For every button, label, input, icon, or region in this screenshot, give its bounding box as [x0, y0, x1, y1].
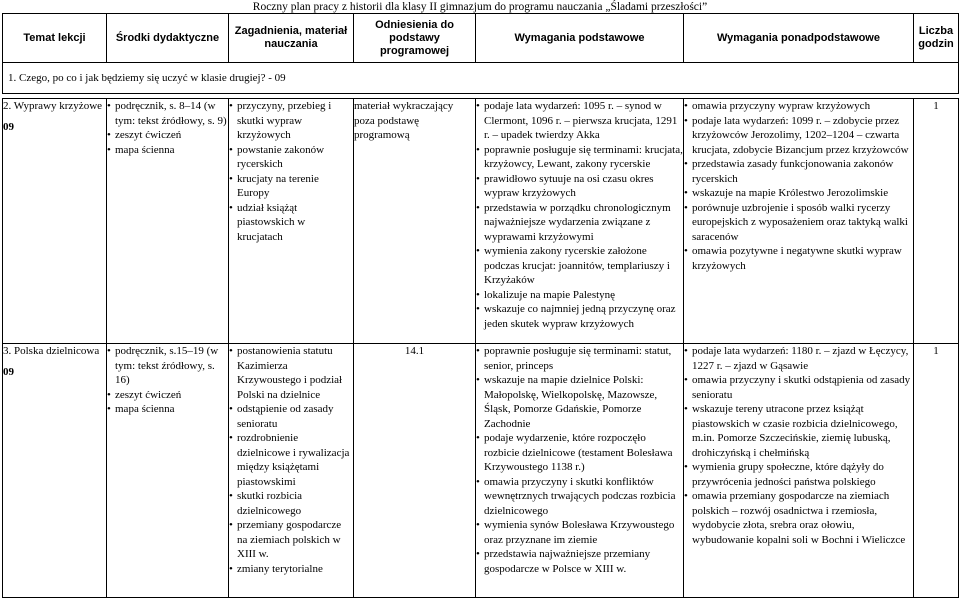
zagadnienia-list [229, 99, 353, 244]
list-item: • poprawnie posługuje się terminami: krucjata, krzyżowcy, Lewant, zakony rycerskie [476, 143, 683, 172]
list-item: • udział książąt piastowskich w krucjatach [229, 201, 353, 245]
list-item: • odstąpienie od zasady senioratu [229, 402, 353, 431]
list-item: • omawia przyczyny i skutki odstąpienia od zasady senioratu [684, 373, 913, 402]
odniesienia-cell: materiał wykraczający poza podstawę programową [354, 99, 476, 344]
podstawowe-list [476, 344, 683, 576]
document-title: Roczny plan pracy z historii dla klasy II gimnazjum do programu nauczania „Śladami przeszłości” [252, 1, 708, 13]
list-item: • mapa ścienna [107, 402, 228, 417]
hours-cell: 1 [914, 99, 959, 344]
srodki-list [107, 99, 228, 157]
header-godzin: Liczba godzin [914, 14, 959, 63]
list-item: • mapa ścienna [107, 143, 228, 158]
list-item: • podręcznik, s.15–19 (w tym: tekst źródłowy, s. 16) [107, 344, 228, 388]
list-item: • podaje lata wydarzeń: 1099 r. – zdobycie przez krzyżowców Jerozolimy, 1202–1204 – czwarta krucjata, zdobycie Bizancjum przez krzyżowców [684, 114, 913, 158]
zagadnienia-cell [229, 99, 354, 344]
odniesienia-cell: 14.1 [354, 344, 476, 598]
header-zagadnienia: Zagadnienia, materiał nauczania [229, 14, 354, 63]
header-temat: Temat lekcji [3, 14, 107, 63]
list-item: • podaje wydarzenie, które rozpoczęło rozbicie dzielnicowe (testament Bolesława Krzywoustego 1138 r.) [476, 431, 683, 475]
podstawowe-cell [476, 344, 684, 598]
ponadpodstawowe-cell [684, 344, 914, 598]
list-item: • porównuje uzbrojenie i sposób walki rycerzy europejskich z wyposażeniem oraz taktyką walki saracenów [684, 201, 913, 245]
list-item: • wymienia synów Bolesława Krzywoustego oraz przyznane im ziemie [476, 518, 683, 547]
srodki-list [107, 344, 228, 417]
list-item: • omawia przyczyny wypraw krzyżowych [684, 99, 913, 114]
table-row-3 [3, 344, 959, 598]
zagadnienia-list [229, 344, 353, 576]
header-odniesienia: Odniesienia do podstawy programowej [354, 14, 476, 63]
list-item: • skutki rozbicia dzielnicowego [229, 489, 353, 518]
topic-code: 09 [3, 120, 14, 133]
srodki-cell [107, 99, 229, 344]
list-item: • podaje lata wydarzeń: 1180 r. – zjazd w Łęczycy, 1227 r. – zjazd w Gąsawie [684, 344, 913, 373]
podstawowe-list [476, 99, 683, 331]
header-podstawowe: Wymagania podstawowe [476, 14, 684, 63]
list-item: • przedstawia najważniejsze przemiany gospodarcze w Polsce w XIII w. [476, 547, 683, 576]
podstawowe-cell [476, 99, 684, 344]
ponadpodstawowe-cell [684, 99, 914, 344]
list-item: • postanowienia statutu Kazimierza Krzywoustego i podział Polski na dzielnice [229, 344, 353, 402]
list-item: • wskazuje na mapie Królestwo Jerozolimskie [684, 186, 913, 201]
ponadpodstawowe-list [684, 99, 913, 273]
list-item: • poprawnie posługuje się terminami: statut, senior, princeps [476, 344, 683, 373]
ponadpodstawowe-list [684, 344, 913, 547]
topic-cell [3, 99, 107, 344]
topic-code: 09 [3, 365, 14, 378]
list-item: • wskazuje na mapie dzielnice Polski: Małopolskę, Wielkopolskę, Mazowsze, Śląsk, Pomorze Gdańskie, Pomorze Zachodnie [476, 373, 683, 431]
list-item: • przedstawia zasady funkcjonowania zakonów rycerskich [684, 157, 913, 186]
list-item: • omawia przemiany gospodarcze na ziemiach polskich – rozwój osadnictwa i rzemiosła, wydobycie złota, srebra oraz ołowiu, wybudowanie kopalni soli w Bochni i Wieliczce [684, 489, 913, 547]
list-item: • zeszyt ćwiczeń [107, 128, 228, 143]
lesson-1-title: 1. Czego, po co i jak będziemy się uczyć w klasie drugiej? - 09 [3, 63, 959, 94]
list-item: • przyczyny, przebieg i skutki wypraw krzyżowych [229, 99, 353, 143]
topic-title: 3. Polska dzielnicowa [3, 345, 100, 357]
list-item: • zmiany terytorialne [229, 562, 353, 577]
list-item: • przemiany gospodarcze na ziemiach polskich w XIII w. [229, 518, 353, 562]
hours-cell: 1 [914, 344, 959, 598]
plan-table [2, 13, 959, 598]
lesson-1-row [3, 63, 959, 94]
list-item: • prawidłowo sytuuje na osi czasu okres wypraw krzyżowych [476, 172, 683, 201]
list-item: • podręcznik, s. 8–14 (w tym: tekst źródłowy, s. 9) [107, 99, 228, 128]
list-item: • rozdrobnienie dzielnicowe i rywalizacja między książętami piastowskimi [229, 431, 353, 489]
list-item: • wskazuje tereny utracone przez książąt piastowskich w czasie rozbicia dzielnicowego, m.in. Pomorze Szczecińskie, ziemię lubuską, drohiczyńską i chełmińską [684, 402, 913, 460]
list-item: • wymienia zakony rycerskie założone podczas krucjat: joannitów, templariuszy i Krzyżaków [476, 244, 683, 288]
list-item: • wskazuje co najmniej jedną przyczynę oraz jeden skutek wypraw krzyżowych [476, 302, 683, 331]
list-item: • krucjaty na terenie Europy [229, 172, 353, 201]
list-item: • omawia pozytywne i negatywne skutki wypraw krzyżowych [684, 244, 913, 273]
header-row [3, 14, 959, 63]
table-row-2 [3, 99, 959, 344]
list-item: • zeszyt ćwiczeń [107, 388, 228, 403]
srodki-cell [107, 344, 229, 598]
list-item: • wymienia grupy społeczne, które dążyły do przywrócenia jedności państwa polskiego [684, 460, 913, 489]
header-srodki: Środki dydaktyczne [107, 14, 229, 63]
header-ponadpodstawowe: Wymagania ponadpodstawowe [684, 14, 914, 63]
topic-cell [3, 344, 107, 598]
list-item: • powstanie zakonów rycerskich [229, 143, 353, 172]
list-item: • omawia przyczyny i skutki konfliktów wewnętrznych trwających podczas rozbicia dzielnicowego [476, 475, 683, 519]
list-item: • przedstawia w porządku chronologicznym najważniejsze wydarzenia związane z wyprawami krzyżowymi [476, 201, 683, 245]
list-item: • lokalizuje na mapie Palestynę [476, 288, 683, 303]
topic-title: 2. Wyprawy krzyżowe [3, 100, 103, 112]
zagadnienia-cell [229, 344, 354, 598]
list-item: • podaje lata wydarzeń: 1095 r. – synod w Clermont, 1096 r. – pierwsza krucjata, 1291 r. – upadek twierdzy Akka [476, 99, 683, 143]
